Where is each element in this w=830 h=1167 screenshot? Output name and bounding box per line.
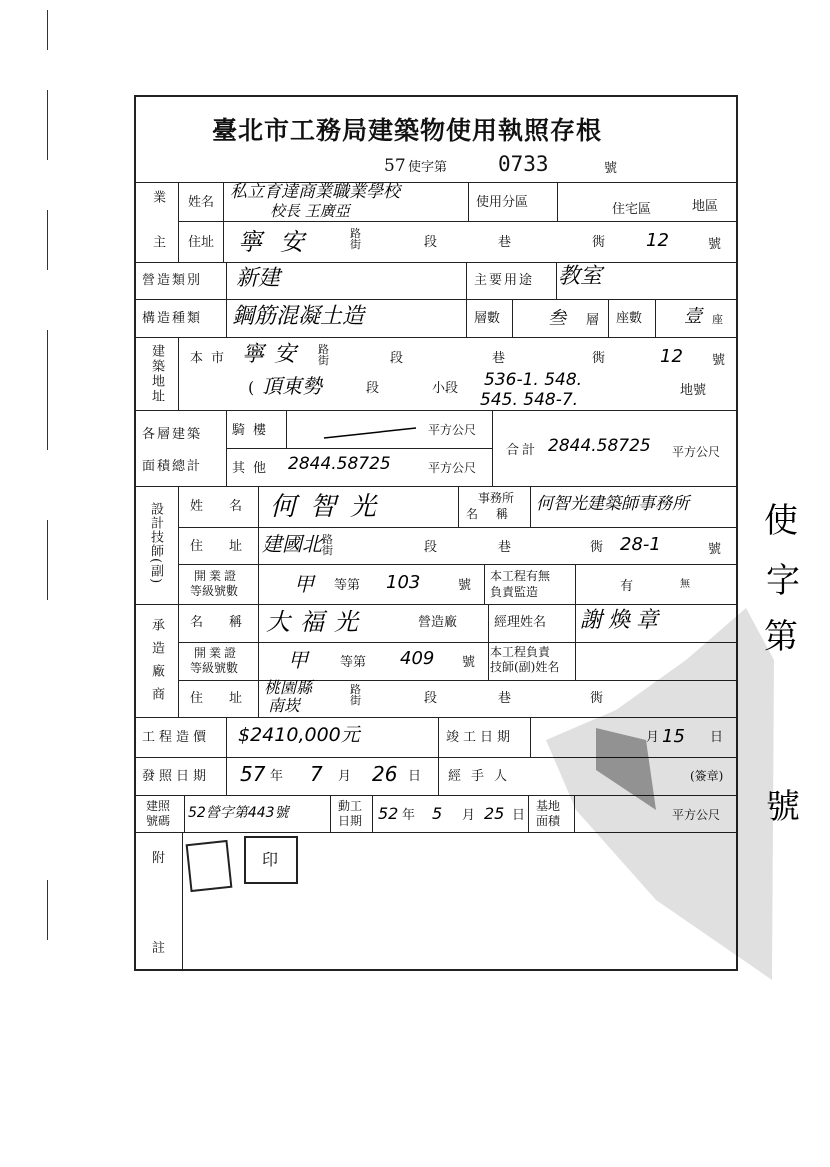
site-lane: 巷	[492, 351, 506, 366]
designer-address-number-unit: 號	[708, 542, 722, 557]
lot-numbers-2: 545. 548-7.	[480, 390, 579, 410]
office-label-2: 名稱	[466, 507, 527, 521]
permit-prefix: 57	[384, 156, 406, 176]
page-title: 臺北市工務局建築物使用執照存根	[212, 116, 603, 145]
base-area-unit: 平方公尺	[672, 808, 721, 822]
designer-address-road: 建國北	[262, 532, 322, 556]
designer-address-label: 住址	[190, 539, 269, 554]
site-city-label: 本市	[190, 351, 233, 366]
issue-month: 7	[310, 762, 323, 786]
sign-label: (簽章)	[690, 769, 724, 783]
site-number: 12	[660, 346, 683, 367]
lot-label: 地號	[680, 383, 707, 398]
rule	[178, 564, 738, 565]
seal-stamp	[244, 836, 298, 884]
designer-license-suffix: 號	[458, 578, 472, 593]
start-year: 52	[378, 804, 399, 823]
rule	[178, 221, 738, 222]
permit-number: 0733	[498, 152, 549, 176]
building-permit-label-1: 建照	[146, 799, 171, 813]
other-unit: 平方公尺	[428, 461, 477, 475]
other-value: 2844.58725	[288, 454, 391, 474]
designer-license-label-2: 等級號數	[190, 584, 239, 598]
contractor-license-number: 409	[400, 648, 435, 669]
scan-mark	[47, 210, 48, 270]
manager-value: 謝煥章	[580, 608, 665, 633]
rule	[226, 410, 227, 486]
site-section-label: 建築地址	[149, 344, 164, 404]
structure-value: 鋼筋混凝土造	[232, 304, 365, 329]
contractor-firm-suffix: 營造廠	[418, 615, 458, 630]
contractor-address-section: 段	[424, 691, 438, 706]
total-label: 合計	[506, 443, 539, 458]
rule	[372, 795, 373, 832]
owner-name-value: 私立育達商業職業學校	[230, 182, 400, 202]
designer-section-label: 設計技師(副)	[148, 502, 163, 585]
rule	[223, 182, 224, 262]
main-use-value: 教室	[558, 264, 603, 289]
designer-address-number: 28-1	[620, 534, 661, 555]
site-road-unit: 路街	[318, 343, 329, 367]
supervise-label-2: 負責監造	[490, 585, 539, 599]
issue-month-unit: 月	[338, 769, 352, 784]
completion-month-unit: 月	[646, 730, 660, 745]
start-label-1: 動工	[338, 799, 363, 813]
blocks-value: 壹	[684, 306, 702, 327]
category-value: 新建	[236, 266, 281, 291]
site-alley: 衖	[592, 351, 606, 366]
contractor-address-road-unit: 路街	[350, 683, 361, 707]
floors-label: 層數	[474, 311, 501, 326]
contractor-name-value: 大福光	[266, 608, 368, 636]
base-area-label-1: 基地	[536, 799, 561, 813]
owner-name-label: 姓名	[188, 195, 215, 210]
rule	[458, 486, 459, 527]
scan-mark	[47, 880, 48, 940]
rule	[226, 448, 492, 449]
owner-address-section: 段	[424, 235, 438, 250]
scan-mark	[47, 90, 48, 160]
rule	[136, 337, 738, 338]
owner-principal-value: 校長 王廣亞	[270, 202, 350, 220]
designer-address-lane: 巷	[498, 540, 512, 555]
total-value: 2844.58725	[548, 436, 651, 456]
contractor-address-lane: 巷	[498, 691, 512, 706]
issue-year: 57	[240, 762, 266, 786]
engineer-label-1: 本工程負責	[490, 645, 551, 659]
rule	[258, 486, 259, 717]
rule	[182, 832, 183, 970]
floors-unit: 層	[586, 313, 600, 328]
designer-address-section: 段	[424, 540, 438, 555]
cost-label: 工程造價	[142, 730, 211, 745]
contractor-license-label-1: 開業證	[194, 646, 240, 660]
cost-value: $2410,000元	[238, 724, 360, 746]
total-unit: 平方公尺	[672, 445, 721, 459]
land-section: 頂東勢	[262, 374, 322, 398]
owner-address-road-unit: 路街	[350, 227, 361, 251]
building-permit-label-2: 號碼	[146, 814, 171, 828]
arcade-unit: 平方公尺	[428, 423, 477, 437]
land-open-paren: (	[248, 378, 255, 397]
arcade-dash	[322, 426, 422, 440]
completion-day-unit: 日	[710, 730, 724, 745]
scan-mark	[47, 330, 48, 450]
rule	[178, 527, 738, 528]
rule	[466, 262, 467, 337]
rule	[226, 262, 227, 337]
handler-label: 經手人	[448, 769, 518, 784]
main-use-label: 主要用途	[474, 273, 535, 288]
zone-value: 住宅區	[612, 202, 652, 217]
base-area-label-2: 面積	[536, 814, 561, 828]
rule	[655, 299, 656, 337]
start-month: 5	[432, 804, 443, 823]
rule	[178, 486, 179, 717]
contractor-address-alley: 衖	[590, 691, 604, 706]
land-section-label: 段	[366, 381, 380, 396]
category-label: 營造類別	[142, 273, 203, 288]
start-day-unit: 日	[512, 808, 526, 823]
scan-mark	[47, 10, 48, 50]
rule	[530, 717, 531, 757]
designer-license-word: 等第	[334, 578, 361, 593]
seal-stamp-text: 印	[262, 850, 279, 869]
designer-license-label-1: 開業證	[194, 569, 240, 583]
issue-day: 26	[372, 762, 398, 786]
owner-address-alley: 衖	[592, 235, 606, 250]
rule	[492, 410, 493, 486]
site-road: 寧安	[242, 342, 307, 367]
start-year-unit: 年	[402, 808, 416, 823]
start-month-unit: 月	[462, 808, 476, 823]
permit-word: 使字第	[408, 160, 448, 175]
supervise-tail: 無	[680, 579, 690, 590]
permit-suffix: 號	[604, 161, 618, 176]
blocks-unit: 座	[712, 313, 723, 326]
floors-value: 叁	[548, 308, 566, 329]
area-label-1: 各層建築	[142, 427, 203, 442]
zone-label: 使用分區	[476, 195, 529, 210]
rule	[488, 604, 489, 680]
issue-label: 發照日期	[142, 769, 211, 784]
contractor-license-word: 等第	[340, 655, 367, 670]
rule	[178, 337, 179, 410]
rule	[512, 299, 513, 337]
designer-name-label: 姓名	[190, 499, 269, 514]
side-char: 使	[764, 501, 798, 541]
area-label-2: 面積總計	[142, 459, 203, 474]
contractor-license-suffix: 號	[462, 655, 476, 670]
side-char: 字	[766, 561, 800, 601]
rule	[608, 299, 609, 337]
designer-name-value: 何智光	[270, 492, 391, 522]
rule	[484, 564, 485, 604]
owner-address-road: 寧安	[238, 228, 322, 256]
rule	[184, 795, 185, 832]
seal-stamp	[186, 840, 233, 892]
office-label-1: 事務所	[478, 491, 515, 505]
contractor-address-city: 桃園縣	[264, 678, 313, 697]
rule	[136, 486, 738, 487]
rule	[530, 486, 531, 527]
start-day: 25	[484, 804, 505, 823]
rule	[136, 182, 738, 183]
notes-label-top: 附	[152, 851, 166, 866]
side-char: 第	[764, 617, 798, 657]
contractor-section-label: 承造廠商	[149, 618, 164, 710]
rule	[557, 182, 558, 222]
side-char: 號	[766, 787, 800, 827]
completion-day: 15	[662, 726, 685, 747]
rule	[468, 182, 469, 222]
contractor-license-label-2: 等級號數	[190, 661, 239, 675]
completion-label: 竣工日期	[446, 730, 515, 745]
ink-smudge	[536, 600, 776, 990]
contractor-address-label: 住址	[190, 691, 269, 706]
contractor-name-label: 名稱	[190, 615, 269, 630]
rule	[575, 564, 576, 604]
owner-address-label: 住址	[188, 235, 215, 250]
rule	[438, 717, 439, 795]
designer-license-number: 103	[386, 572, 421, 593]
manager-label: 經理姓名	[494, 615, 547, 630]
arcade-label: 騎樓	[232, 423, 275, 438]
supervise-label-1: 本工程有無	[490, 569, 551, 583]
designer-address-alley: 衖	[590, 540, 604, 555]
structure-label: 構造種類	[142, 311, 203, 326]
owner-address-number-unit: 號	[708, 237, 722, 252]
site-number-unit: 號	[712, 353, 726, 368]
designer-license-grade: 甲	[294, 572, 314, 596]
scan-mark	[47, 520, 48, 600]
rule	[556, 262, 557, 299]
rule	[178, 182, 179, 262]
building-permit-value: 52營字第443號	[188, 805, 289, 821]
lot-numbers-1: 536-1. 548.	[484, 370, 583, 390]
rule	[226, 717, 227, 795]
office-value: 何智光建築師事務所	[536, 494, 689, 514]
notes-label-bottom: 註	[152, 941, 166, 956]
blocks-label: 座數	[616, 311, 643, 326]
zone-suffix: 地區	[692, 199, 719, 214]
supervise-value: 有	[620, 579, 634, 594]
rule	[528, 795, 529, 832]
other-label: 其他	[232, 461, 275, 476]
engineer-label-2: 技師(副)姓名	[490, 660, 560, 674]
issue-year-unit: 年	[270, 769, 284, 784]
designer-address-road-unit: 路街	[322, 533, 333, 557]
rule	[330, 795, 331, 832]
owner-address-number: 12	[646, 230, 669, 251]
owner-section-label: 業主	[150, 190, 165, 280]
site-section: 段	[390, 351, 404, 366]
contractor-license-grade: 甲	[288, 648, 308, 672]
start-label-2: 日期	[338, 814, 363, 828]
contractor-address-district: 南崁	[268, 696, 301, 715]
land-subsection-label: 小段	[432, 381, 459, 396]
owner-address-lane: 巷	[498, 235, 512, 250]
issue-day-unit: 日	[408, 769, 422, 784]
rule	[286, 410, 287, 448]
